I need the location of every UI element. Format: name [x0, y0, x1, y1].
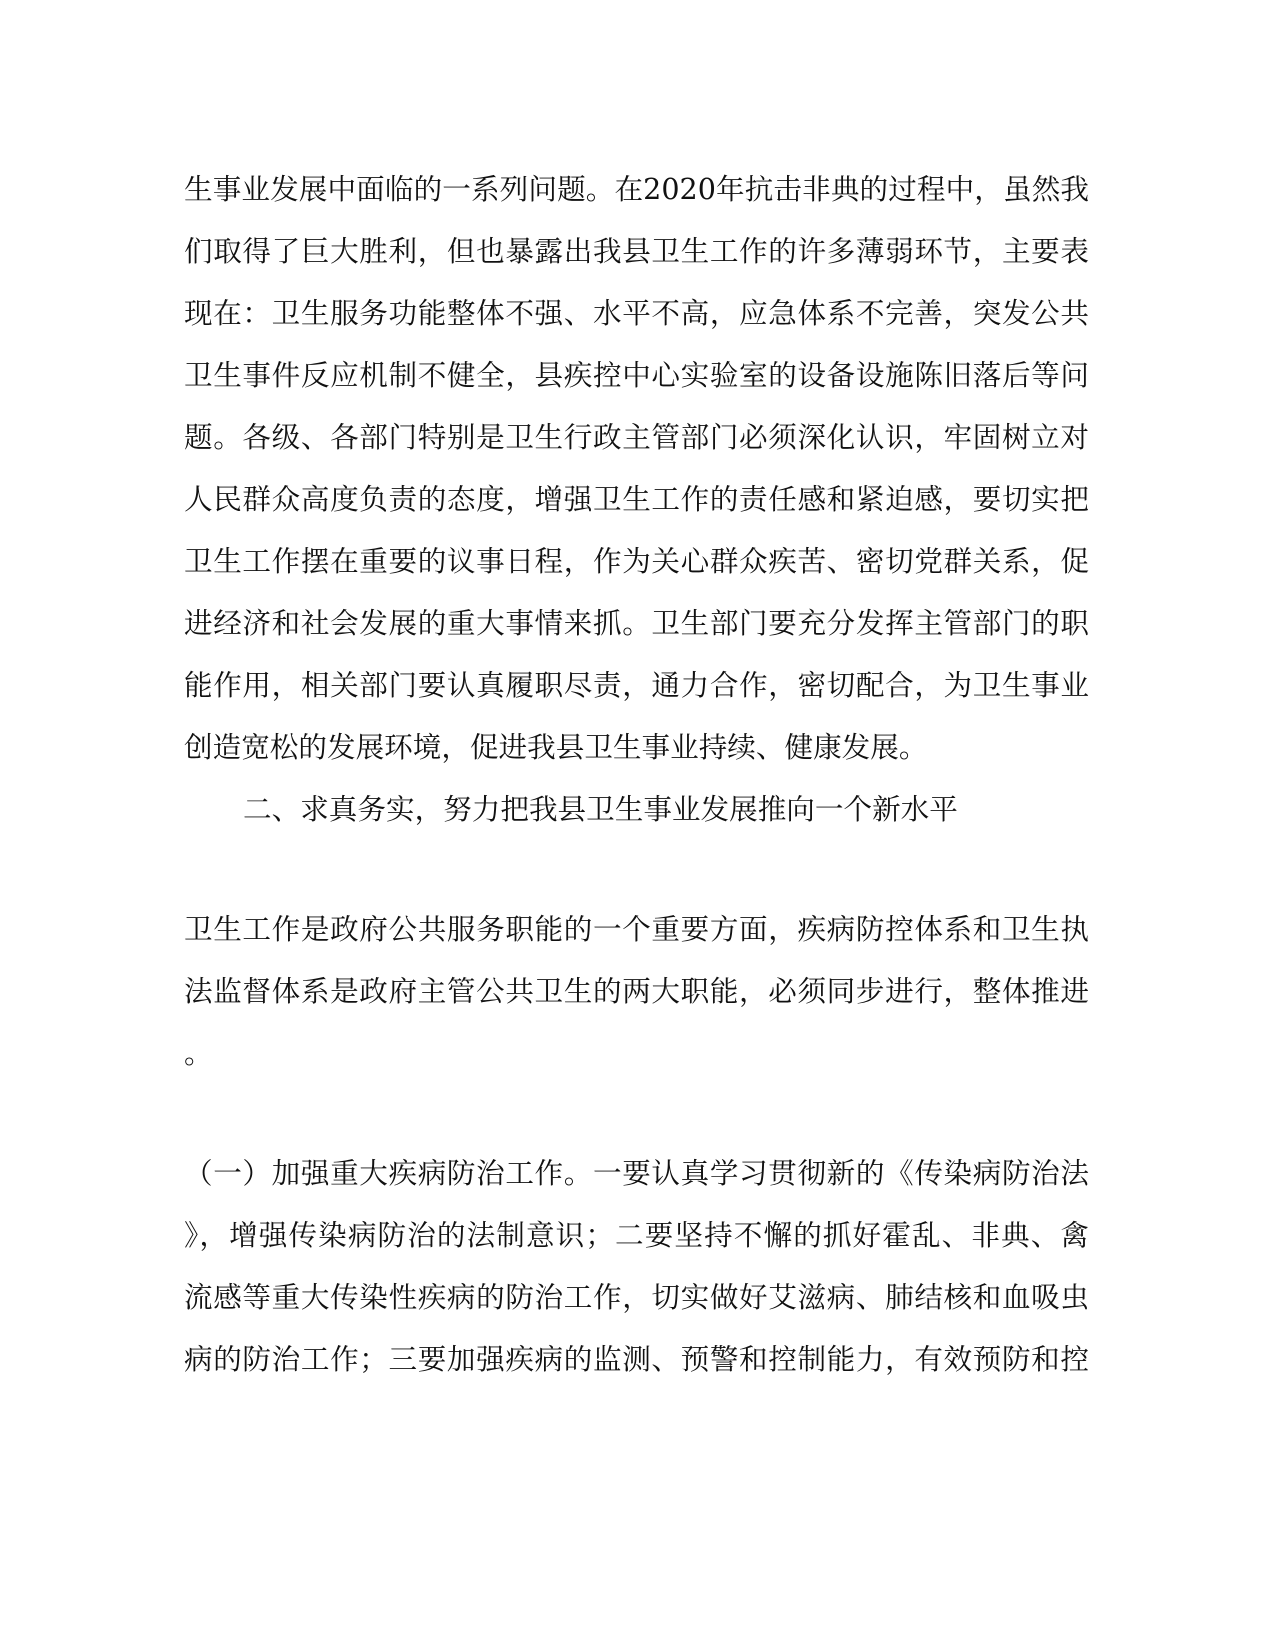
- text-line: 卫生工作是政府公共服务职能的一个重要方面，疾病防控体系和卫生执: [184, 912, 1089, 946]
- text-line: 卫生事件反应机制不健全，县疾控中心实验室的设备设施陈旧落后等问: [184, 358, 1089, 392]
- text-line: 能作用，相关部门要认真履职尽责，通力合作，密切配合，为卫生事业: [184, 668, 1089, 702]
- text-line: 病的防治工作；三要加强疾病的监测、预警和控制能力，有效预防和控: [184, 1342, 1089, 1376]
- text-line: （一）加强重大疾病防治工作。一要认真学习贯彻新的《传染病防治法: [184, 1156, 1089, 1190]
- text-line: 》，增强传染病防治的法制意识；二要坚持不懈的抓好霍乱、非典、禽: [184, 1218, 1089, 1252]
- section-heading: 二、求真务实，努力把我县卫生事业发展推向一个新水平: [243, 792, 958, 826]
- text-line: 题。各级、各部门特别是卫生行政主管部门必须深化认识，牢固树立对: [184, 420, 1089, 454]
- text-line: 创造宽松的发展环境，促进我县卫生事业持续、健康发展。: [184, 730, 928, 764]
- text-line: 流感等重大传染性疾病的防治工作，切实做好艾滋病、肺结核和血吸虫: [184, 1280, 1089, 1314]
- text-line: 进经济和社会发展的重大事情来抓。卫生部门要充分发挥主管部门的职: [184, 606, 1089, 640]
- text-line: 。: [184, 1036, 213, 1070]
- text-line: 卫生工作摆在重要的议事日程，作为关心群众疾苦、密切党群关系，促: [184, 544, 1089, 578]
- text-line: 现在：卫生服务功能整体不强、水平不高，应急体系不完善，突发公共: [184, 296, 1089, 330]
- text-line: 人民群众高度负责的态度，增强卫生工作的责任感和紧迫感，要切实把: [184, 482, 1089, 516]
- text-line: 生事业发展中面临的一系列问题。在2020年抗击非典的过程中，虽然我: [184, 172, 1089, 206]
- text-line: 们取得了巨大胜利，但也暴露出我县卫生工作的许多薄弱环节，主要表: [184, 234, 1089, 268]
- text-line: 法监督体系是政府主管公共卫生的两大职能，必须同步进行，整体推进: [184, 974, 1089, 1008]
